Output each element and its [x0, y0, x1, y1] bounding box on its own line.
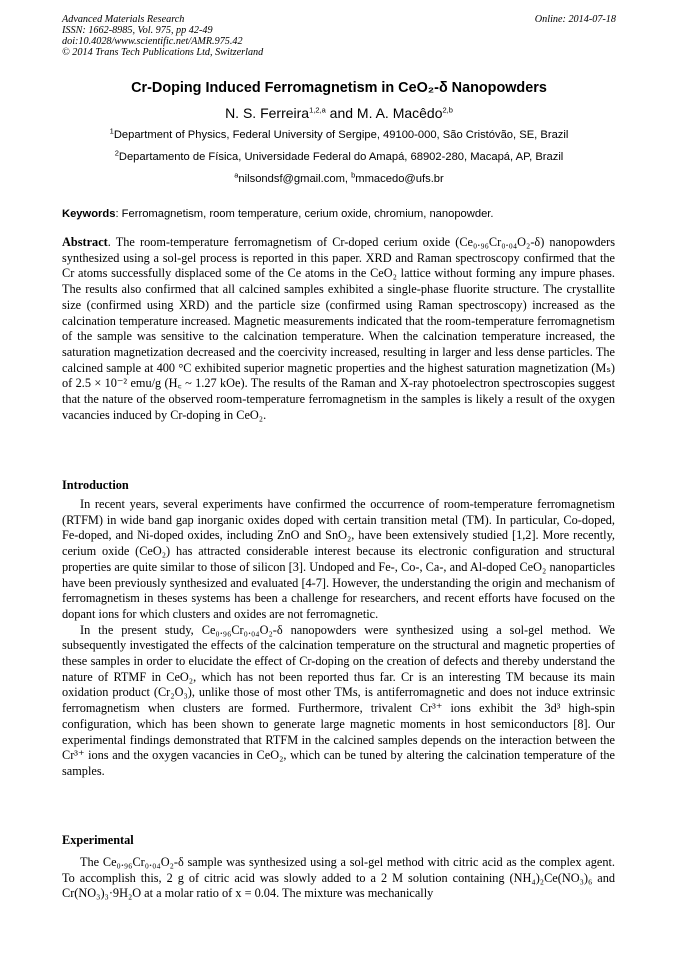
- copyright: © 2014 Trans Tech Publications Ltd, Switzerland: [62, 47, 264, 58]
- issn: ISSN: 1662-8985, Vol. 975, pp 42-49: [62, 25, 213, 36]
- affiliation-2: [0, 148, 678, 163]
- experimental-paragraph-1: The Ce₀.₉₆Cr₀.₀₄O₂-δ sample was synthesized using a sol-gel method with citric acid as the complex agent. To accomplish this, 2 g of citric acid was slowly added to a 2 M solution containing (NH₄)₂Ce(NO₃)₆ and Cr(NO₃)₃·9H₂O at a molar ratio of x = 0.04. The mixture was mechanically: [62, 855, 615, 901]
- affiliation-1-sup: 1: [109, 126, 114, 136]
- author-conjunction: and: [325, 105, 357, 121]
- author-1-sup: 1,2,a: [309, 105, 326, 115]
- email-b: mmacedo@ufs.br: [355, 173, 444, 185]
- introduction-heading: Introduction: [62, 478, 129, 492]
- abstract: [62, 235, 615, 423]
- author-emails: [0, 170, 678, 185]
- keywords-label: Keywords: [62, 208, 116, 220]
- author-line: [0, 105, 678, 121]
- email-a: nilsondsf@gmail.com,: [238, 173, 352, 185]
- online-date: Online: 2014-07-18: [534, 14, 616, 25]
- keywords-text: : Ferromagnetism, room temperature, cerium oxide, chromium, nanopowder.: [115, 208, 494, 220]
- email-a-sup: a: [234, 170, 239, 180]
- author-2-sup: 2,b: [442, 105, 453, 115]
- abstract-label: Abstract: [62, 235, 108, 249]
- affiliation-1: [0, 126, 678, 141]
- email-b-sup: b: [351, 170, 356, 180]
- journal-header: [62, 14, 616, 58]
- affiliation-2-text: Departamento de Física, Universidade Federal do Amapá, 68902-280, Macapá, AP, Brazil: [118, 151, 564, 163]
- author-1: N. S. Ferreira: [225, 105, 310, 121]
- experimental-heading: Experimental: [62, 833, 134, 847]
- author-2: M. A. Macêdo: [356, 105, 443, 121]
- abstract-text: . The room-temperature ferromagnetism of Cr-doped cerium oxide (Ce₀.₉₆Cr₀.₀₄O₂-δ) nanopowders synthesized using a sol-gel process is reported in this paper. XRD and Raman spectroscopy confirmed that the Cr atoms successfully displaced some of the Ce atoms in the CeO₂ lattice without forming any impure phases. The results also confirmed that all calcined samples exhibited a single-phase fluorite structure. The crystallite size (confirmed using XRD) and the particle size (confirmed using Raman spectroscopy) increased as the calcination temperature increased. Magnetic measurements indicated that the room-temperature ferromagnetism of the sample was sensitive to the calcination temperature. When the calcination temperature increased, the saturation magnetization decreased and the coercivity increased, resulting in larger and less dense particles. The calcined sample at 400 °C exhibited superior magnetic properties and the highest saturation magnetization (Mₛ) of 2.5 × 10⁻² emu/g (H꜀ ~ 1.27 kOe). The results of the Raman and X-ray photoelectron spectroscopies suggest that the nature of the observed room-temperature ferromagnetism in the samples is likely a result of the oxygen vacancies induced by Cr-doping in CeO₂.: [62, 235, 615, 422]
- affiliation-2-sup: 2: [114, 148, 119, 158]
- doi: doi:10.4028/www.scientific.net/AMR.975.42: [62, 36, 243, 47]
- keywords: [62, 208, 494, 220]
- paper-title: Cr-Doping Induced Ferromagnetism in CeO₂-δ Nanopowders: [131, 80, 547, 96]
- introduction-paragraph-2: In the present study, Ce₀.₉₆Cr₀.₀₄O₂-δ nanopowders were synthesized using a sol-gel method. We subsequently investigated the effects of the calcination temperature on the structural and magnetic properties of these samples in order to elucidate the effect of Cr-doping on the creation of defects and thereby understand the nature of RTMF in CeO₂, which has not been reported thus far. Cr is an interesting TM because its main oxidation product (Cr₂O₃), unlike those of most other TMs, is antiferromagnetic and does not induce extrinsic ferromagnetism when clusters are formed. Furthermore, trivalent Cr³⁺ ions exhibit the 3d³ high-spin configuration, which has been shown to generate large magnetic moments in host semiconductors [8]. Our experimental findings demonstrated that RTFM in the calcined samples depends on the interaction between the Cr³⁺ ions and the oxygen vacancies in CeO₂, which can be tuned by altering the calcination temperature of the samples.: [62, 622, 615, 778]
- affiliation-1-text: Department of Physics, Federal University of Sergipe, 49100-000, São Cristóvão, SE, Brazil: [113, 129, 569, 141]
- introduction-body: [62, 497, 615, 780]
- experimental-body: [62, 855, 615, 902]
- introduction-paragraph-1: In recent years, several experiments have confirmed the occurrence of room-temperature ferromagnetism (RTFM) in wide band gap inorganic oxides doped with certain transition metal (TM). In particular, Co-doped, Fe-doped, and Ni-doped oxides, including ZnO and SnO₂, have been extensively studied [1,2]. More recently, cerium oxide (CeO₂) has attracted considerable interest because its electronic configuration and structural properties are quite similar to those of silicon [3]. Undoped and Fe-, Co-, Ca-, and Al-doped CeO₂ nanoparticles have been previously synthesized and evaluated [4-7]. However, the understanding the origin and mechanism of ferromagnetism in theses systems has been a challenge for researchers, and recent efforts have focused on the dopant ions for which clusters and oxides are not ferromagnetic.: [62, 497, 615, 621]
- journal-name: Advanced Materials Research: [62, 14, 185, 25]
